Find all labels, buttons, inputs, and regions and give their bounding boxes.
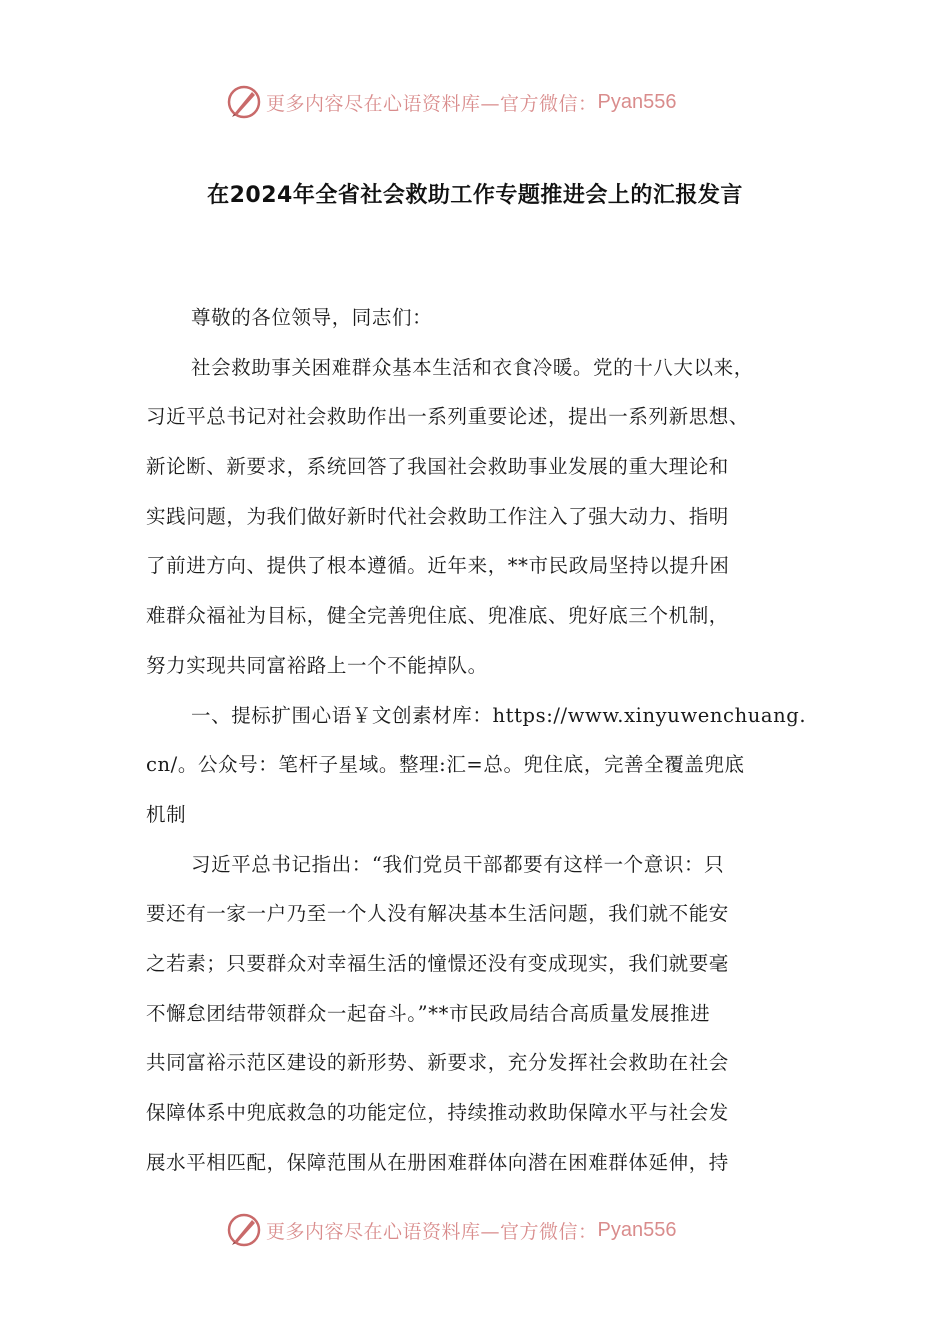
paragraph-line: 社会救助事关困难群众基本生活和衣食冷暖。党的十八大以来， [191, 355, 754, 379]
paragraph-line: 之若素；只要群众对幸福生活的憧憬还没有变成现实，我们就要毫 [146, 951, 729, 975]
paragraph-line: 习近平总书记对社会救助作出一系列重要论述，提出一系列新思想、 [146, 405, 750, 429]
pen-logo-icon [226, 84, 262, 120]
paragraph-line: 保障体系中兜底救急的功能定位，持续推动救助保障水平与社会发 [146, 1101, 729, 1124]
paragraph-line: 了前进方向、提供了根本遵循。近年来，**市民政局坚持以提升困 [146, 554, 730, 578]
paragraph-line: 难群众福祉为目标，健全完善兜住底、兜准底、兜好底三个机制， [146, 604, 729, 628]
watermark-wechat-id: Pyan556 [597, 90, 677, 113]
paragraph-line: 努力实现共同富裕路上一个不能掉队。 [146, 653, 488, 677]
section-heading-line: 机制 [146, 802, 187, 826]
paragraph-line: 新论断、新要求，系统回答了我国社会救助事业发展的重大理论和 [146, 455, 729, 479]
paragraph-line: 共同富裕示范区建设的新形势、新要求，充分发挥社会救助在社会 [146, 1051, 729, 1075]
paragraph-line: 不懈怠团结带领群众一起奋斗。”**市民政局结合高质量发展推进 [146, 1001, 711, 1025]
paragraph-line: 展水平相匹配，保障范围从在册困难群体向潜在困难群体延伸，持 [146, 1150, 729, 1174]
document-body [146, 303, 814, 1197]
watermark-text: 更多内容尽在心语资料库—官方微信： [266, 1220, 598, 1243]
section-heading-line: cn/。公众号：笔杆子星域。整理:汇=总。兜住底，完善全覆盖兜底 [146, 753, 745, 777]
paragraph-line: 实践问题，为我们做好新时代社会救助工作注入了强大动力、指明 [146, 504, 729, 528]
document-title: 在2024年全省社会救助工作专题推进会上的汇报发言 [207, 183, 743, 208]
section-heading-line: 一、提标扩围心语￥文创素材库：https://www.xinyuwenchuang. [191, 703, 807, 727]
watermark-banner-top [0, 82, 950, 122]
watermark-banner-bottom [0, 1210, 950, 1250]
watermark-wechat-id: Pyan556 [597, 1218, 677, 1241]
paragraph-line: 尊敬的各位领导，同志们： [191, 306, 433, 329]
paragraph-line: 要还有一家一户乃至一个人没有解决基本生活问题，我们就不能安 [146, 902, 729, 926]
paragraph-line: 习近平总书记指出：“我们党员干部都要有这样一个意识：只 [191, 852, 725, 876]
pen-logo-icon [226, 1212, 262, 1248]
watermark-text: 更多内容尽在心语资料库—官方微信： [266, 92, 598, 115]
